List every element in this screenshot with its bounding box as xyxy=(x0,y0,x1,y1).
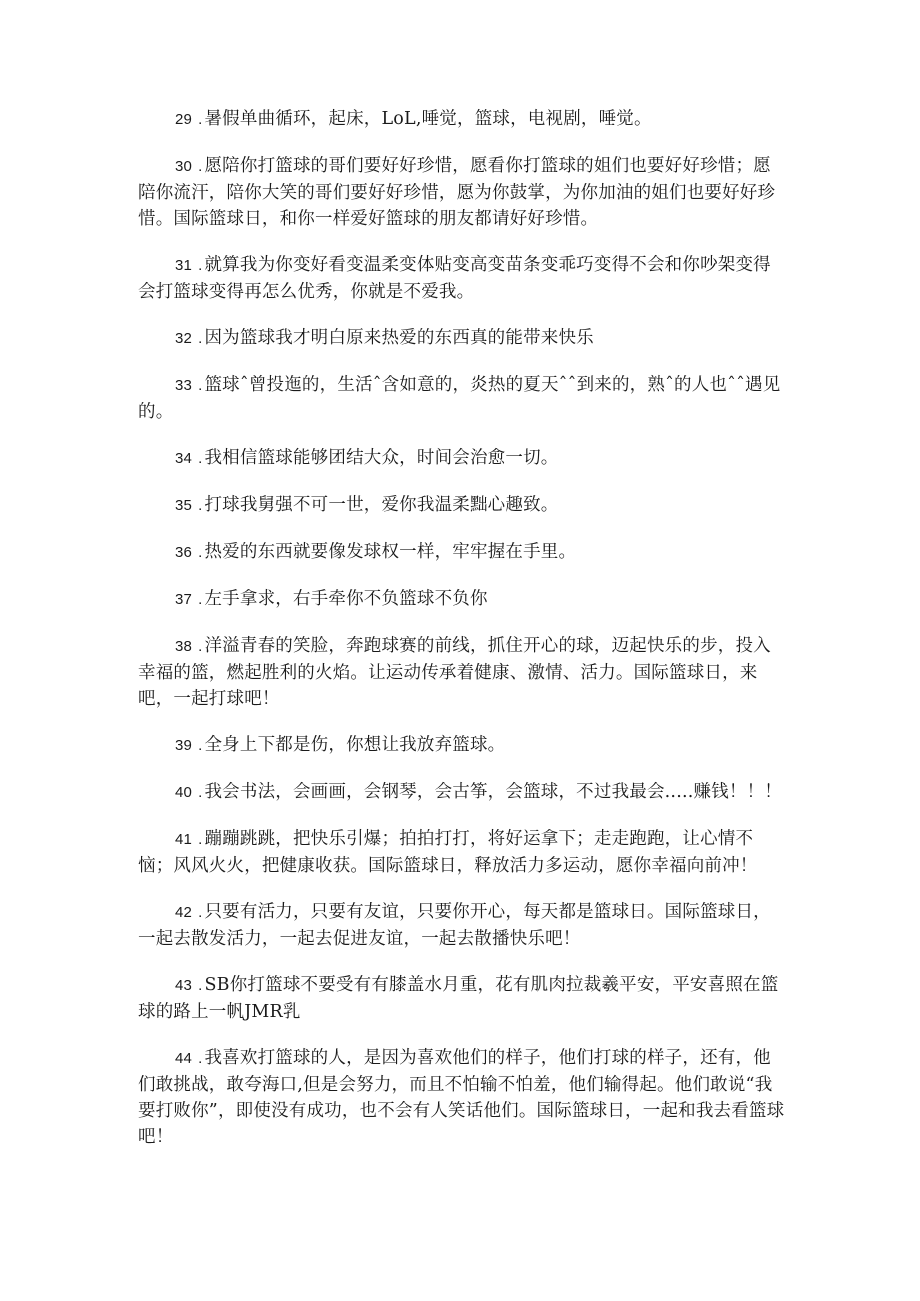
item-number: 30 xyxy=(175,158,193,175)
item-text: SB你打篮球不要受有有膝盖水月重，花有肌肉拉裁羲平安，平安喜照在篮球的路上一帆JMR乳 xyxy=(138,975,779,1022)
item-number: 41 xyxy=(175,831,193,848)
item-text: 蹦蹦跳跳，把快乐引爆；拍拍打打，将好运拿下；走走跑跑，让心情不恼；风风火火，把健康收获。国际篮球日，释放活力多运动，愿你幸福向前冲！ xyxy=(138,829,758,876)
list-item: 34 . 我相信篮球能够团结大众，时间会治愈一切。 xyxy=(175,448,559,468)
list-item: 35 . 打球我舅强不可一世，爱你我温柔黜心趣致。 xyxy=(175,495,559,515)
item-text: 全身上下都是伤，你想让我放弃篮球。 xyxy=(204,735,506,755)
list-item: 39 . 全身上下都是伤，你想让我放弃篮球。 xyxy=(175,735,506,755)
list-item: 43 . SB你打篮球不要受有有膝盖水月重，花有肌肉拉裁羲平安，平安喜照在篮球的路上一帆JMR乳 xyxy=(138,975,779,1022)
list-item: 32 . 因为篮球我才明白原来热爱的东西真的能带来快乐 xyxy=(175,328,594,348)
item-text: 我喜欢打篮球的人，是因为喜欢他们的样子，他们打球的样子，还有，他们敢挑战，敢夸海口,但是会努力，而且不怕输不怕羞，他们输得起。他们敢说“我要打败你”，即使没有成功，也不会有人笑话他们。国际篮球日，一起和我去看篮球吧！ xyxy=(138,1048,785,1147)
quote-list xyxy=(138,106,788,1170)
list-item: 29 . 暑假单曲循环，起床，LoL,唾觉，篮球，电视剧，唾觉。 xyxy=(175,109,652,129)
list-item: 36 . 热爱的东西就要像发球权一样，牢牢握在手里。 xyxy=(175,542,577,562)
list-item: 37 . 左手拿求，右手牵你不负篮球不负你 xyxy=(175,589,488,609)
item-text: 愿陪你打篮球的哥们要好好珍惜，愿看你打篮球的姐们也要好好珍惜；愿陪你流汗，陪你大笑的哥们要好好珍惜，愿为你鼓掌，为你加油的姐们也要好好珍惜。国际篮球日，和你一样爱好篮球的朋友都请好好珍惜。 xyxy=(138,156,776,229)
list-item: 30 . 愿陪你打篮球的哥们要好好珍惜，愿看你打篮球的姐们也要好好珍惜；愿陪你流汗，陪你大笑的哥们要好好珍惜，愿为你鼓掌，为你加油的姐们也要好好珍惜。国际篮球日，和你一样爱好篮球的朋友都请好好珍惜。 xyxy=(138,156,776,229)
item-text: 打球我舅强不可一世，爱你我温柔黜心趣致。 xyxy=(204,495,559,515)
list-item: 40 . 我会书法，会画画，会钢琴，会古筝，会篮球，不过我最会.....赚钱！！！ xyxy=(175,782,782,802)
list-item: 41 . 蹦蹦跳跳，把快乐引爆；拍拍打打，将好运拿下；走走跑跑，让心情不恼；风风火火，把健康收获。国际篮球日，释放活力多运动，愿你幸福向前冲！ xyxy=(138,829,758,876)
item-number: 42 xyxy=(175,904,193,921)
item-number: 29 xyxy=(175,111,193,128)
item-text: 洋溢青春的笑脸，奔跑球赛的前线，抓住开心的球，迈起快乐的步，投入幸福的篮，燃起胜利的火焰。让运动传承着健康、激情、活力。国际篮球日，来吧，一起打球吧！ xyxy=(138,636,771,709)
item-text: 篮球ˆ曾投迤的，生活ˆ含如意的，炎热的夏天ˆˆ到来的，熟ˆ的人也ˆˆ遇见的。 xyxy=(138,375,781,422)
item-text: 热爱的东西就要像发球权一样，牢牢握在手里。 xyxy=(204,542,577,562)
item-text: 我会书法，会画画，会钢琴，会古筝，会篮球，不过我最会.....赚钱！！！ xyxy=(204,782,782,802)
item-text: 就算我为你变好看变温柔变体贴变高变苗条变乖巧变得不会和你吵架变得会打篮球变得再怎么优秀，你就是不爱我。 xyxy=(138,255,771,302)
list-item: 42 . 只要有活力，只要有友谊，只要你开心，每天都是篮球日。国际篮球日，一起去散发活力，一起去促进友谊，一起去散播快乐吧！ xyxy=(138,902,771,949)
item-number: 31 xyxy=(175,257,193,274)
item-text: 暑假单曲循环，起床，LoL,唾觉，篮球，电视剧，唾觉。 xyxy=(204,109,652,129)
item-number: 39 xyxy=(175,737,193,754)
item-number: 35 xyxy=(175,497,193,514)
item-number: 33 xyxy=(175,377,193,394)
item-number: 37 xyxy=(175,591,193,608)
item-number: 38 xyxy=(175,638,193,655)
item-text: 我相信篮球能够团结大众，时间会治愈一切。 xyxy=(204,448,559,468)
list-item: 38 . 洋溢青春的笑脸，奔跑球赛的前线，抓住开心的球，迈起快乐的步，投入幸福的篮，燃起胜利的火焰。让运动传承着健康、激情、活力。国际篮球日，来吧，一起打球吧！ xyxy=(138,636,771,709)
item-text: 只要有活力，只要有友谊，只要你开心，每天都是篮球日。国际篮球日，一起去散发活力，一起去促进友谊，一起去散播快乐吧！ xyxy=(138,902,771,949)
item-text: 因为篮球我才明白原来热爱的东西真的能带来快乐 xyxy=(204,328,594,348)
item-number: 43 xyxy=(175,977,193,994)
item-text: 左手拿求，右手牵你不负篮球不负你 xyxy=(204,589,488,609)
item-number: 40 xyxy=(175,784,193,801)
list-item: 33 . 篮球ˆ曾投迤的，生活ˆ含如意的，炎热的夏天ˆˆ到来的，熟ˆ的人也ˆˆ遇见的。 xyxy=(138,375,781,422)
list-item: 31 . 就算我为你变好看变温柔变体贴变高变苗条变乖巧变得不会和你吵架变得会打篮球变得再怎么优秀，你就是不爱我。 xyxy=(138,255,771,302)
item-number: 44 xyxy=(175,1050,193,1067)
item-number: 32 xyxy=(175,330,193,347)
item-number: 34 xyxy=(175,450,193,467)
list-item: 44 . 我喜欢打篮球的人，是因为喜欢他们的样子，他们打球的样子，还有，他们敢挑战，敢夸海口,但是会努力，而且不怕输不怕羞，他们输得起。他们敢说“我要打败你”，即使没有成功，也不会有人笑话他们。国际篮球日，一起和我去看篮球吧！ xyxy=(138,1048,785,1147)
item-number: 36 xyxy=(175,544,193,561)
